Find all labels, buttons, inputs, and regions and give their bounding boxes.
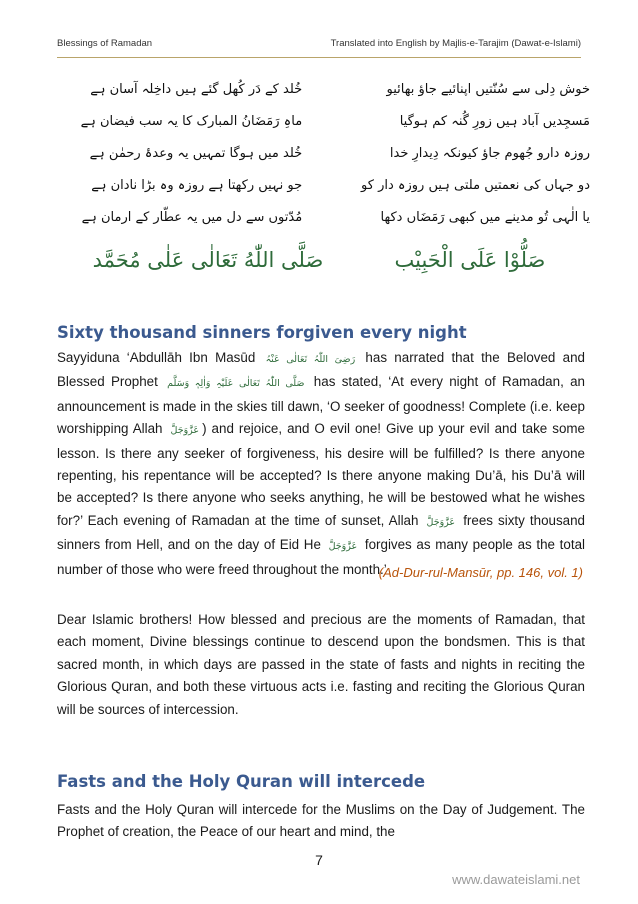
poem-row bbox=[57, 74, 590, 106]
poem-verse-right: دو جہاں کی نعمتیں ملتی ہیں روزہ دار کو bbox=[361, 178, 590, 193]
hadith-paragraph bbox=[57, 347, 585, 581]
poem-verse-left: مُدّتوں سے دل میں یہ عطّار کے ارمان ہے bbox=[81, 210, 303, 225]
para-text: forgives as many people as the total number of those who were freed throughout the month.’ bbox=[57, 537, 585, 577]
header-book-title: Blessings of Ramadan bbox=[57, 38, 153, 49]
arabic-honorific: عَزَّوَجَلَّ bbox=[170, 425, 200, 437]
header-translator: Translated into English by Majlis-e-Tarajim (Dawat-e-Islami) bbox=[330, 38, 581, 49]
poem-row bbox=[57, 106, 590, 138]
poem-verse-right: یا الٰہی تُو مدینے میں کبھی رَمَضَاں دکھا bbox=[380, 210, 590, 225]
arabic-honorific: عَزَّوَجَلَّ bbox=[426, 516, 456, 528]
section-heading-fasts-quran: Fasts and the Holy Quran will intercede bbox=[57, 772, 426, 791]
poem-verse-right: خوش دِلی سے سُنّتیں اپنائیے جاؤ بھائیو bbox=[386, 82, 590, 97]
arabic-honorific: عَزَّوَجَلَّ bbox=[328, 541, 358, 553]
section-heading-sixty-thousand: Sixty thousand sinners forgiven every night bbox=[57, 323, 467, 342]
poem-verse-left: خُلد کے دَر کُھل گئے ہیں داخِلہ آسان ہے bbox=[90, 82, 303, 97]
poem-verse-left: ماہِ رَمَضَانُ المبارک کا یہ سب فیضان ہے bbox=[80, 114, 303, 129]
poem-row bbox=[57, 138, 590, 170]
para-text: Sayyiduna ‘Abdullāh Ibn Masūd bbox=[57, 350, 263, 365]
para-text: has narrated that the Beloved and Blessed Prophet bbox=[57, 350, 585, 390]
poem-verse-left: جو نہیں رکھتا ہے روزہ وہ بڑا نادان ہے bbox=[91, 178, 303, 193]
durood-line bbox=[57, 248, 581, 288]
poem-verse-right: مَسجِدیں آباد ہیں زورِ گُنہ کم ہوگیا bbox=[399, 114, 590, 129]
poem-row bbox=[57, 170, 590, 202]
poem-verse-right: روزہ دارو جُھوم جاؤ کیونکہ دِیدارِ خدا bbox=[389, 146, 590, 161]
running-header bbox=[57, 38, 581, 58]
para-text: ) and rejoice, and O evil one! Give up your evil and take some lesson. Is there any seeker of forgiveness, his desire will be fulfilled? Is there anyone repenting, his repentance will be accepted? Is there anyone making Du’ā, his Du’ā will be accepted? Is there anyone who seeks anything, he will be bestowed what he wishes for?’ Each evening of Ramadan at the time of sunset, Allah bbox=[57, 421, 585, 528]
poem-verse-left: خُلد میں ہوگا تمہیں یہ وعدۂ رحمٰن ہے bbox=[89, 146, 303, 161]
body-paragraph: Dear Islamic brothers! How blessed and precious are the moments of Ramadan, that each moment, Divine blessings continue to descend upon the bondsmen. This is that sacred month, in which days are passed in the state of fasts and nights in reciting the Glorious Quran, and both these virtuous acts i.e. fasting and reciting the Glorious Quran will be sources of intercession. bbox=[57, 612, 585, 717]
arabic-honorific: صَلَّی اللّٰہُ تَعَالٰی عَلَیْہِ وَاٰلِہٖ وَسَلَّم bbox=[167, 378, 305, 390]
arabic-honorific: رَضِیَ اللّٰہُ تَعَالٰی عَنْہُ bbox=[265, 354, 356, 365]
page-number: 7 bbox=[315, 852, 323, 868]
urdu-poem bbox=[57, 74, 590, 234]
website-url[interactable]: www.dawateislami.net bbox=[452, 872, 580, 887]
para-text: has stated, ‘At every night of Ramadan, an announcement is made in the skies till dawn, ‘O seeker of goodness! Complete (i.e. keep worshipping Allah bbox=[57, 374, 586, 437]
para-text: frees sixty thousand sinners from Hell, and on the day of Eid He bbox=[57, 512, 585, 553]
body-paragraph: Fasts and the Holy Quran will intercede for the Muslims on the Day of Judgement. The Prophet of creation, the Peace of our heart and mind, the bbox=[57, 802, 585, 840]
durood-salutation: صَلُّوْا عَلَى الْحَبِيْب bbox=[394, 248, 546, 272]
durood-blessing: صَلَّى اللّٰهُ تَعَالٰى عَلٰى مُحَمَّد bbox=[92, 248, 324, 272]
poem-row bbox=[57, 202, 590, 234]
source-reference: (Ad-Dur-rul-Mansūr, pp. 146, vol. 1) bbox=[378, 565, 583, 580]
